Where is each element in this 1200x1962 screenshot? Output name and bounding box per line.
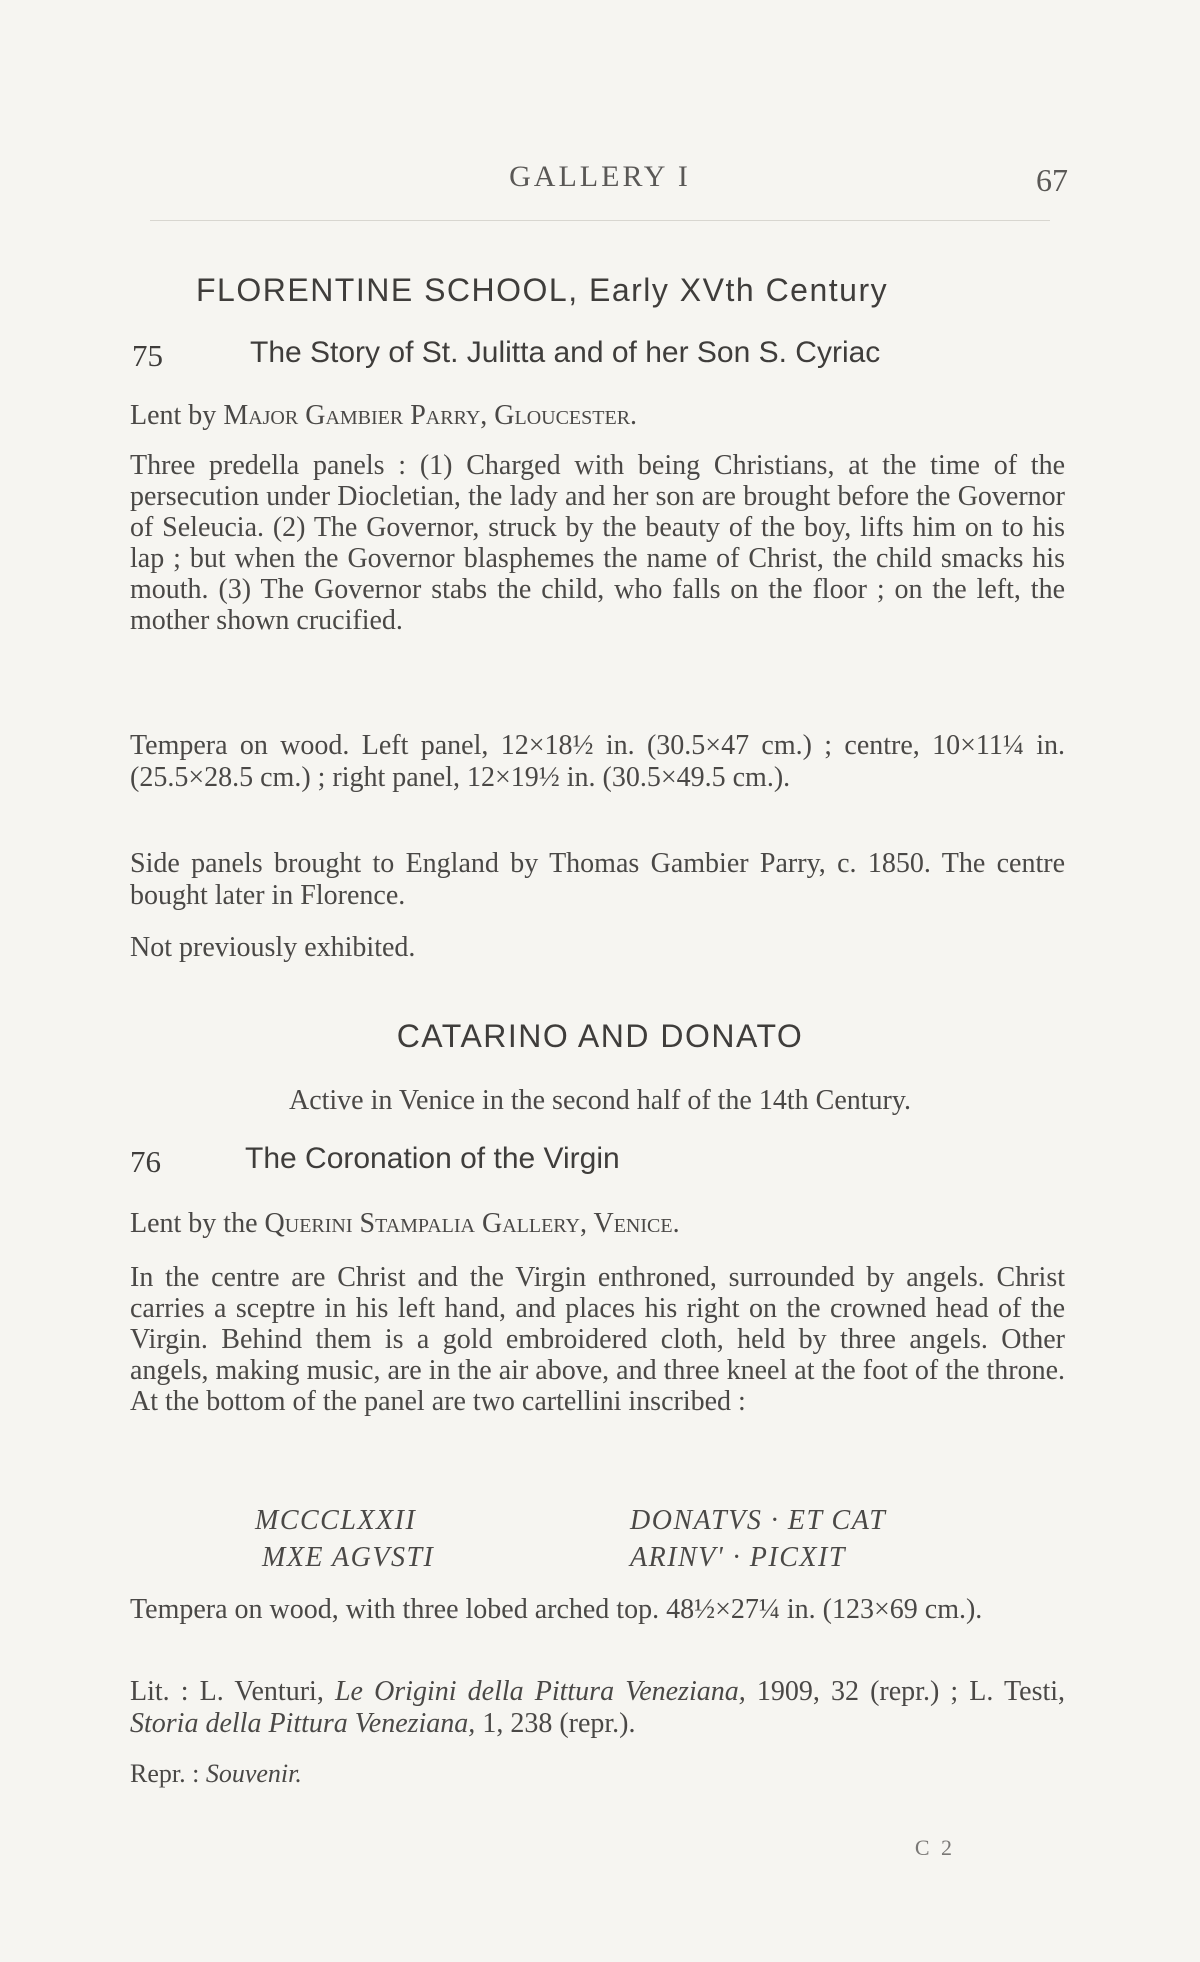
lit-mid: 1909, 32 (repr.) ; L. Testi, [756, 1676, 1066, 1707]
inscription-left-line1: MCCCLXXII [255, 1505, 417, 1536]
entry-title-75: The Story of St. Julitta and of her Son S. Cyriac [250, 336, 881, 369]
running-title: GALLERY I [509, 160, 691, 193]
inscription-right-line1: DONATVS · ET CAT [630, 1505, 887, 1536]
inscription-left-line2: MXE AGVSTI [262, 1542, 435, 1573]
description-75: Three predella panels : (1) Charged with being Christians, at the time of the persecution under Diocletian, the lady and her son are brought before the Governor of Seleucia. (2) The Governor, struck by the beauty of the boy, lifts him on to his lap ; but when the Governor blasphemes the name of Christ, the child smacks his mouth. (3) The Governor stabs the child, who falls on the floor ; on the left, the mother shown crucified. [130, 450, 1065, 636]
lit-prefix: Lit. : L. Venturi, [130, 1676, 324, 1707]
provenance-75: Side panels brought to England by Thomas Gambier Parry, c. 1850. The centre bought later in Florence. [130, 848, 1065, 911]
reproduction-76 [130, 1758, 1065, 1790]
lit-title-venturi: Le Origini della Pittura Veneziana, [334, 1676, 746, 1707]
inscription-right-line2: ARINV' · PICXIT [630, 1542, 846, 1573]
entry-number-76: 76 [130, 1144, 161, 1179]
page-number: 67 [1036, 162, 1068, 198]
lender-name: Major Gambier Parry, Gloucester. [223, 400, 638, 431]
lender-name: Querini Stampalia Gallery, Venice. [264, 1208, 680, 1239]
section-heading-florentine: FLORENTINE SCHOOL, Early XVth Century [196, 272, 889, 308]
repr-prefix: Repr. : [130, 1759, 200, 1788]
entry-number-75: 75 [132, 338, 163, 373]
lent-line-76 [130, 1208, 1065, 1240]
repr-title: Souvenir. [205, 1759, 302, 1788]
exhibited-75: Not previously exhibited. [130, 932, 416, 963]
lit-title-testi: Storia della Pittura Veneziana, [130, 1708, 476, 1739]
entry-title-76: The Coronation of the Virgin [245, 1142, 620, 1175]
header-rule [150, 220, 1050, 221]
lent-prefix: Lent by [130, 400, 217, 431]
medium-76: Tempera on wood, with three lobed arched top. 48½×27¼ in. (123×69 cm.). [130, 1594, 983, 1625]
lent-prefix: Lent by the [130, 1208, 258, 1239]
lent-line-75 [130, 400, 1065, 432]
medium-75: Tempera on wood. Left panel, 12×18½ in. (30.5×47 cm.) ; centre, 10×11¼ in. (25.5×28.5 cm.) ; right panel, 12×19½ in. (30.5×49.5 cm.). [130, 730, 1065, 793]
lit-end: 1, 238 (repr.). [482, 1708, 636, 1739]
description-76: In the centre are Christ and the Virgin enthroned, surrounded by angels. Christ carries a sceptre in his left hand, and places his right on the crowned head of the Virgin. Behind them is a gold embroidered cloth, held by three angels. Other angels, making music, are in the air above, and three kneel at the foot of the throne. At the bottom of the panel are two cartellini inscribed : [130, 1262, 1065, 1417]
section-heading-catarino: CATARINO AND DONATO [396, 1018, 804, 1054]
literature-76 [130, 1676, 1065, 1740]
artist-active-note: Active in Venice in the second half of the 14th Century. [288, 1085, 912, 1116]
signature-mark: C 2 [914, 1835, 955, 1860]
